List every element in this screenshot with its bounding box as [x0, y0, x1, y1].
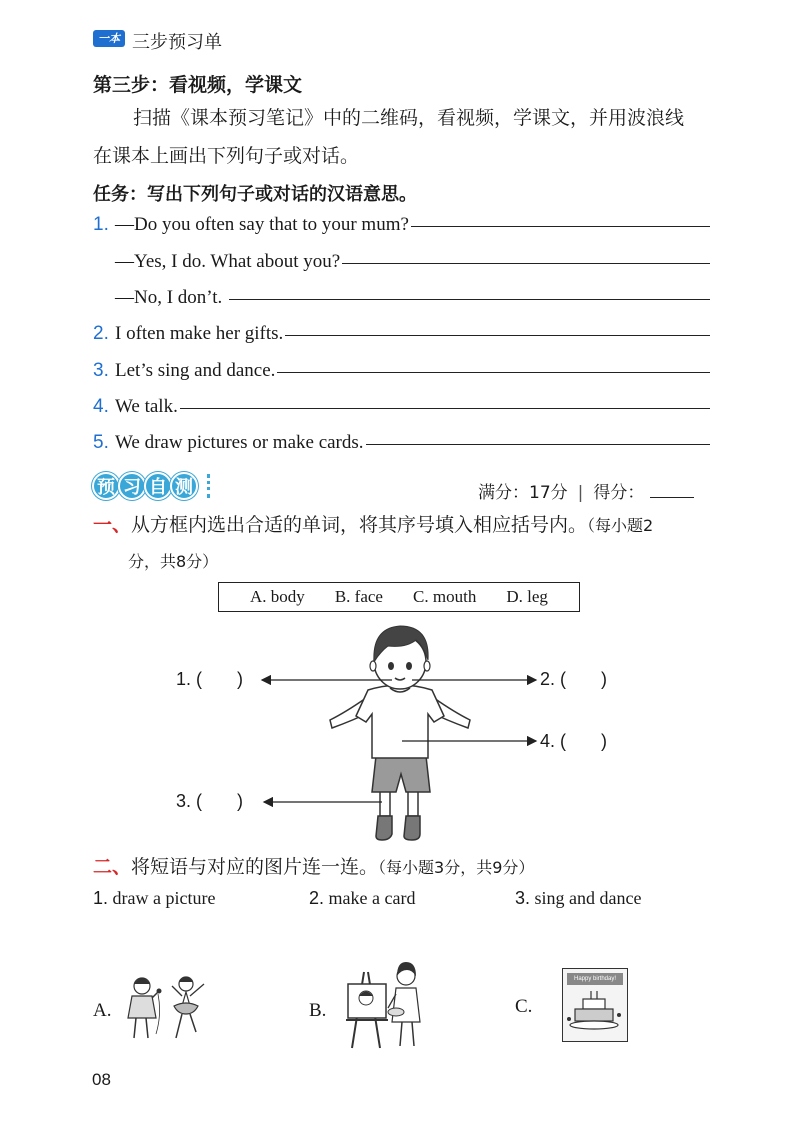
picture-b-letter: B. [309, 1000, 327, 1021]
item-text: I often make her gifts. [115, 323, 284, 344]
item-number: 4. [93, 396, 109, 417]
phrase-text: sing and dance [530, 888, 642, 908]
card-banner: Happy birthday! [567, 973, 623, 985]
part1-title: 从方框内选出合适的单词，将其序号填入相应括号内。 [131, 514, 588, 536]
item-text: —No, I don’t. [115, 287, 228, 308]
blank-label-3[interactable]: 3. ( ) [176, 791, 244, 811]
part2-heading [93, 848, 534, 887]
instruction-line-1: 扫描《课本预习笔记》中的二维码，看视频，学课文，并用波浪线 [133, 107, 685, 129]
word-option: A. body [250, 587, 305, 606]
phrase-number: 2. [309, 888, 325, 908]
task-heading: 任务：写出下列句子或对话的汉语意思。 [93, 184, 417, 205]
item-text: Let’s sing and dance. [115, 360, 276, 381]
phrase-number: 3. [515, 888, 531, 908]
birthday-card[interactable] [562, 968, 628, 1042]
blank-label-2[interactable]: 2. ( ) [540, 669, 608, 689]
word-option: D. leg [506, 587, 548, 606]
drawing-picture[interactable] [344, 962, 426, 1052]
item-number: 3. [93, 360, 109, 381]
brand-badge: 一本 [93, 30, 125, 47]
phrase-text: make a card [324, 888, 416, 908]
word-option: C. mouth [413, 587, 477, 606]
selftest-char: 习 [118, 472, 146, 500]
item-number: 5. [93, 432, 109, 453]
part2-note: （每小题3分，共9分） [378, 858, 535, 877]
item-number: 2. [93, 323, 109, 344]
word-option: B. face [334, 587, 383, 606]
picture-c-letter: C. [515, 996, 533, 1017]
selftest-char: 自 [144, 472, 172, 500]
part2-number: 二、 [93, 856, 132, 878]
phrase-text: draw a picture [108, 888, 216, 908]
blank-label-4[interactable]: 4. ( ) [540, 731, 608, 751]
picture-a-letter: A. [93, 1000, 112, 1021]
selftest-char: 预 [92, 472, 120, 500]
instruction-line-2: 在课本上画出下列句子或对话。 [93, 145, 360, 167]
page-number: 08 [92, 1070, 111, 1089]
item-number: 1. [93, 214, 109, 235]
item-text: —Yes, I do. What about you? [115, 251, 341, 272]
part1-number: 一、 [93, 514, 132, 536]
item-text: —Do you often say that to your mum? [115, 214, 409, 235]
singing-dancing-picture[interactable] [124, 972, 214, 1044]
phrase-number: 1. [93, 888, 109, 908]
phrase-2[interactable] [309, 888, 415, 909]
full-score: 满分：17分 [478, 483, 568, 503]
selftest-char: 测 [170, 472, 198, 500]
header-title: 三步预习单 [132, 32, 222, 53]
phrase-1[interactable] [93, 888, 215, 909]
part1-note-2: 分，共8分） [128, 552, 219, 571]
item-text: We talk. [115, 396, 178, 417]
phrase-3[interactable] [515, 888, 641, 909]
blank-label-1[interactable]: 1. ( ) [176, 669, 244, 689]
part2-title: 将短语与对应的图片连一连。 [131, 856, 379, 878]
part1-note: （每小题2 [587, 516, 654, 535]
item-text: We draw pictures or make cards. [115, 432, 364, 453]
cake-icon [563, 985, 625, 1039]
score-separator: | [577, 483, 584, 503]
step-heading: 第三步：看视频，学课文 [93, 74, 303, 96]
got-score-label: 得分： [593, 483, 645, 503]
